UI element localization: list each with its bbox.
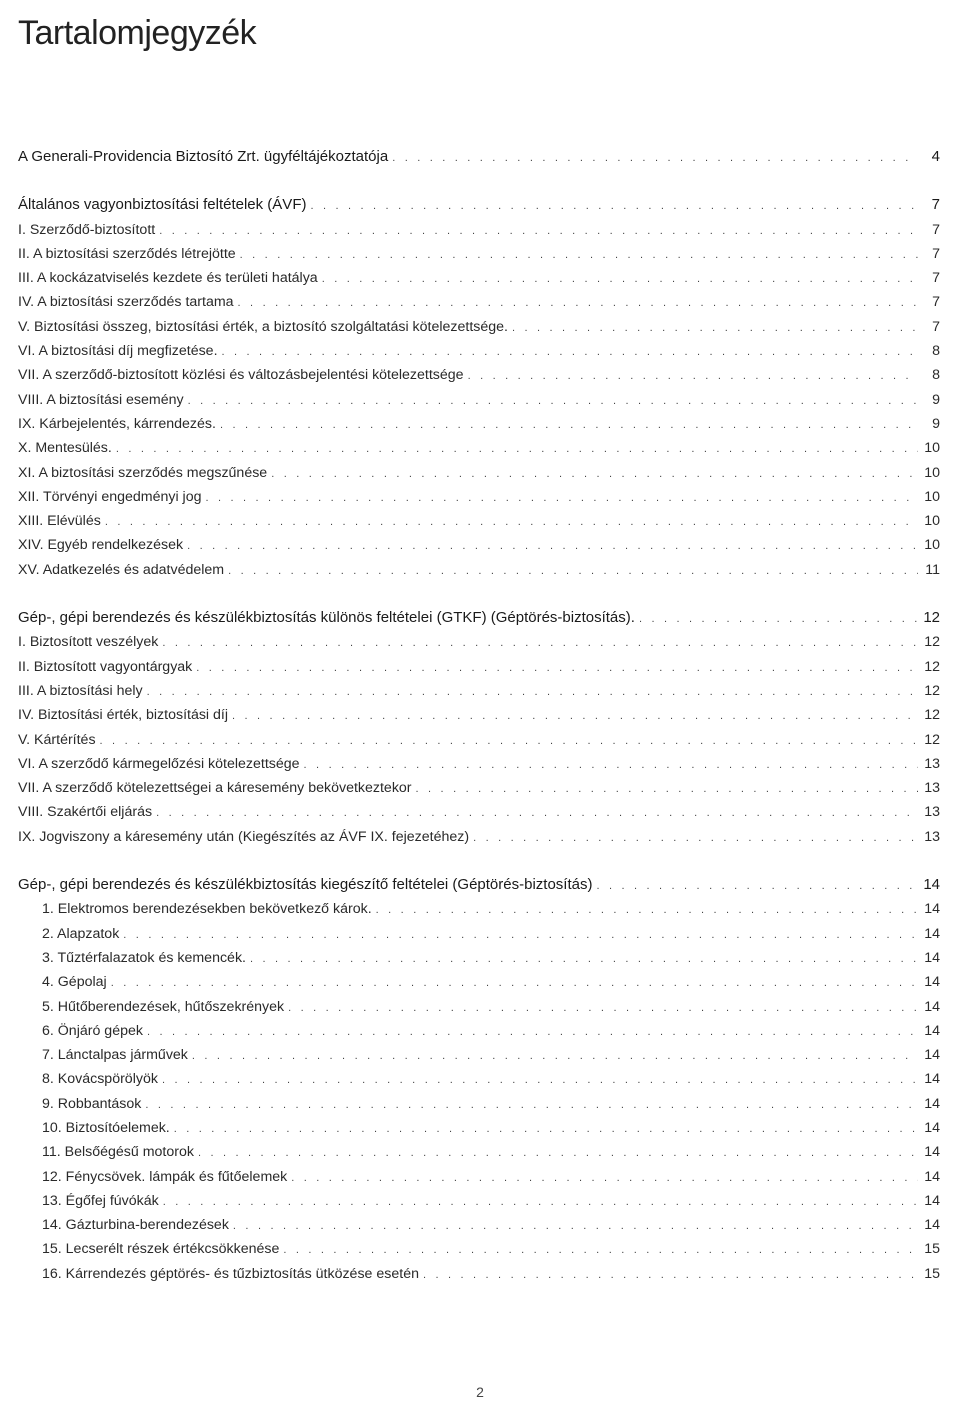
toc-entry-page-number: 8 (932, 367, 940, 384)
toc-entry-page-number: 14 (924, 998, 940, 1015)
toc-entry-label: VI. A szerződő kármegelőzési kötelezettsége (18, 755, 300, 772)
toc-entry-label: VI. A biztosítási díj megfizetése. (18, 343, 218, 360)
toc-entry-label: IV. Biztosítási érték, biztosítási díj (18, 707, 229, 724)
toc-entry-page-number: 13 (924, 755, 940, 772)
dot-leader (288, 996, 918, 1020)
toc-entry[interactable] (18, 290, 940, 314)
toc-entry-page-number: 7 (932, 318, 940, 335)
toc-entry-page-number: 7 (932, 270, 940, 287)
toc-heading-entry[interactable] (18, 606, 940, 630)
toc-entry[interactable] (18, 800, 940, 824)
dot-leader (187, 534, 918, 558)
toc-entry-label: 3. Tűztérfalazatok és kemencék. (42, 949, 246, 966)
dot-leader (147, 1020, 918, 1044)
dot-leader (304, 753, 918, 777)
dot-leader (198, 1141, 918, 1165)
toc-entry-page-number: 13 (924, 780, 940, 797)
dot-leader (271, 462, 918, 486)
dot-leader (310, 194, 918, 218)
toc-entry[interactable] (18, 218, 940, 242)
toc-entry-label: 12. Fénycsövek. lámpák és fűtőelemek (42, 1168, 288, 1185)
toc-entry-label: III. A kockázatviselés kezdete és területi hatálya (18, 270, 318, 287)
toc-entry-page-number: 9 (932, 415, 940, 432)
dot-leader (416, 777, 918, 801)
toc-entry-page-number: 13 (924, 828, 940, 845)
dot-leader (162, 631, 918, 655)
toc-entry-label: I. Szerződő-biztosított (18, 221, 156, 238)
toc-entry[interactable] (18, 679, 940, 703)
toc-section (18, 606, 940, 849)
toc-entry-label: 6. Önjáró gépek (42, 1022, 143, 1039)
dot-leader (232, 704, 918, 728)
toc-section (18, 145, 940, 169)
toc-entry[interactable] (18, 1067, 940, 1091)
dot-leader (105, 510, 918, 534)
toc-entry-label: VIII. Szakértői eljárás (18, 804, 153, 821)
toc-entry-page-number: 14 (924, 1047, 940, 1064)
toc-entry-page-number: 15 (924, 1265, 940, 1282)
toc-entry-label: 14. Gázturbina-berendezések (42, 1217, 229, 1234)
toc-entry-label: A Generali-Providencia Biztosító Zrt. ügyféltájékoztatója (18, 148, 389, 165)
toc-entry-page-number: 14 (923, 876, 940, 894)
toc-entry[interactable] (18, 825, 940, 849)
toc-entry-label: VII. A szerződő-biztosított közlési és változásbejelentési kötelezettsége (18, 367, 464, 384)
toc-entry-label: X. Mentesülés. (18, 440, 112, 457)
dot-leader (162, 1068, 918, 1092)
toc-entry[interactable] (18, 509, 940, 533)
dot-leader (192, 1044, 918, 1068)
dot-leader (111, 971, 918, 995)
toc-entry-label: 10. Biztosítóelemek. (42, 1119, 170, 1136)
toc-entry[interactable] (18, 897, 940, 921)
toc-entry[interactable] (18, 266, 940, 290)
toc-entry-page-number: 12 (924, 731, 940, 748)
dot-leader (283, 1238, 918, 1262)
toc-entry-page-number: 14 (924, 949, 940, 966)
dot-leader (376, 898, 918, 922)
toc-entry[interactable] (18, 315, 940, 339)
toc-entry[interactable] (18, 728, 940, 752)
toc-entry-label: 4. Gépolaj (42, 974, 107, 991)
dot-leader (240, 243, 918, 267)
toc-entry-label: 13. Égőfej fúvókák (42, 1192, 159, 1209)
toc-heading-entry[interactable] (18, 193, 940, 217)
toc-entry-label: Általános vagyonbiztosítási feltételek (ÁVF) (18, 196, 307, 214)
toc-entry-label: 2. Alapzatok (42, 925, 120, 942)
toc-entry-page-number: 7 (931, 196, 940, 214)
toc-entry[interactable] (18, 388, 940, 412)
toc-entry[interactable] (18, 1019, 940, 1043)
dot-leader (159, 219, 918, 243)
toc-entry-page-number: 10 (924, 537, 940, 554)
toc-heading-entry[interactable] (18, 145, 940, 169)
toc-entry-page-number: 15 (924, 1241, 940, 1258)
toc-entry-label: 11. Belsőégésű motorok (42, 1144, 194, 1161)
toc-entry-page-number: 10 (924, 440, 940, 457)
toc-heading-entry[interactable] (18, 873, 940, 897)
toc-entry-page-number: 14 (924, 1119, 940, 1136)
toc-entry-label: V. Kártérítés (18, 731, 96, 748)
toc-entry-page-number: 12 (924, 634, 940, 651)
page-title: Tartalomjegyzék (18, 14, 257, 52)
toc-entry[interactable] (18, 533, 940, 557)
toc-entry[interactable] (18, 752, 940, 776)
toc-entry-page-number: 14 (924, 1217, 940, 1234)
dot-leader (291, 1166, 918, 1190)
toc-entry[interactable] (18, 970, 940, 994)
toc-section (18, 193, 940, 582)
dot-leader (639, 607, 918, 631)
toc-entry-page-number: 10 (924, 513, 940, 530)
toc-entry-label: XI. A biztosítási szerződés megszűnése (18, 464, 268, 481)
dot-leader (147, 680, 918, 704)
toc-entry[interactable] (18, 630, 940, 654)
toc-entry[interactable] (18, 946, 940, 970)
toc-entry-label: 16. Kárrendezés géptörés- és tűzbiztosítás ütközése esetén (42, 1265, 419, 1282)
toc-entry[interactable] (18, 1237, 940, 1261)
toc-entry-label: XIV. Egyéb rendelkezések (18, 537, 184, 554)
toc-entry-label: II. A biztosítási szerződés létrejötte (18, 245, 236, 262)
toc-entry-page-number: 9 (932, 391, 940, 408)
toc-entry[interactable] (18, 995, 940, 1019)
toc-entry-label: IX. Jogviszony a káresemény után (Kiegészítés az ÁVF IX. fejezetéhez) (18, 828, 470, 845)
toc-entry-label: Gép-, gépi berendezés és készülékbiztosítás különös feltételei (GTKF) (Géptörés-biztosítás). (18, 609, 635, 627)
dot-leader (322, 267, 918, 291)
dot-leader (392, 146, 918, 170)
toc-entry[interactable] (18, 339, 940, 363)
toc-entry-page-number: 14 (924, 1192, 940, 1209)
toc-entry-label: XV. Adatkezelés és adatvédelem (18, 561, 225, 578)
toc-entry-page-number: 14 (924, 974, 940, 991)
toc-entry-label: III. A biztosítási hely (18, 682, 143, 699)
toc-entry-page-number: 13 (924, 804, 940, 821)
toc-entry-page-number: 7 (932, 245, 940, 262)
toc-entry[interactable] (18, 776, 940, 800)
toc-entry-page-number: 12 (923, 609, 940, 627)
toc-entry-page-number: 12 (924, 707, 940, 724)
toc-entry[interactable] (18, 242, 940, 266)
dot-leader (238, 291, 918, 315)
toc-entry-label: 1. Elektromos berendezésekben bekövetkező károk. (42, 901, 372, 918)
dot-leader (228, 559, 918, 583)
dot-leader (423, 1263, 918, 1287)
dot-leader (116, 437, 918, 461)
dot-leader (220, 413, 918, 437)
toc-entry[interactable] (18, 655, 940, 679)
toc-entry-page-number: 14 (924, 1071, 940, 1088)
page-number: 2 (476, 1384, 484, 1400)
toc-entry-label: XII. Törvényi engedményi jog (18, 488, 202, 505)
toc-entry-page-number: 8 (932, 343, 940, 360)
toc-entry-label: 15. Lecserélt részek értékcsökkenése (42, 1241, 280, 1258)
dot-leader (196, 656, 918, 680)
toc-entry-label: II. Biztosított vagyontárgyak (18, 658, 193, 675)
toc-entry-page-number: 14 (924, 901, 940, 918)
toc-entry-page-number: 12 (924, 682, 940, 699)
dot-leader (156, 801, 918, 825)
toc-entry[interactable] (18, 558, 940, 582)
toc-entry[interactable] (18, 461, 940, 485)
toc-entry-label: IV. A biztosítási szerződés tartama (18, 294, 234, 311)
toc-entry-label: 7. Lánctalpas járművek (42, 1047, 188, 1064)
toc-entry[interactable] (18, 485, 940, 509)
dot-leader (233, 1214, 918, 1238)
toc-entry-label: XIII. Elévülés (18, 513, 101, 530)
dot-leader (222, 340, 918, 364)
toc-entry-page-number: 11 (925, 561, 940, 578)
toc-entry-page-number: 10 (924, 488, 940, 505)
dot-leader (512, 316, 918, 340)
toc-entry[interactable] (18, 1213, 940, 1237)
toc-entry-page-number: 7 (932, 221, 940, 238)
toc-entry[interactable] (18, 703, 940, 727)
toc-entry-label: VIII. A biztosítási esemény (18, 391, 184, 408)
toc-entry-page-number: 14 (924, 925, 940, 942)
toc-entry-label: 5. Hűtőberendezések, hűtőszekrények (42, 998, 285, 1015)
toc-entry-page-number: 10 (924, 464, 940, 481)
toc-entry-label: 8. Kovácspörölyök (42, 1071, 158, 1088)
dot-leader (473, 826, 918, 850)
toc-entry[interactable] (18, 1043, 940, 1067)
toc-entry[interactable] (18, 436, 940, 460)
dot-leader (145, 1093, 918, 1117)
toc-entry[interactable] (18, 1116, 940, 1140)
dot-leader (100, 729, 918, 753)
toc-entry-label: 9. Robbantások (42, 1095, 142, 1112)
dot-leader (206, 486, 919, 510)
toc-entry[interactable] (18, 1189, 940, 1213)
toc-entry-label: I. Biztosított veszélyek (18, 634, 159, 651)
toc-entry-label: VII. A szerződő kötelezettségei a káresemény bekövetkeztekor (18, 780, 412, 797)
toc-entry-label: V. Biztosítási összeg, biztosítási érték, a biztosító szolgáltatási kötelezettsége. (18, 318, 508, 335)
toc-entry[interactable] (18, 1262, 940, 1286)
dot-leader (123, 923, 918, 947)
dot-leader (163, 1190, 918, 1214)
toc-entry-page-number: 7 (932, 294, 940, 311)
toc-entry[interactable] (18, 1140, 940, 1164)
toc-entry-page-number: 14 (924, 1144, 940, 1161)
toc-entry[interactable] (18, 1165, 940, 1189)
toc-entry[interactable] (18, 363, 940, 387)
toc-entry-label: IX. Kárbejelentés, kárrendezés. (18, 415, 216, 432)
toc-entry-page-number: 12 (924, 658, 940, 675)
dot-leader (174, 1117, 918, 1141)
toc-entry-page-number: 14 (924, 1095, 940, 1112)
toc-section (18, 873, 940, 1286)
toc-entry[interactable] (18, 922, 940, 946)
toc-entry-page-number: 4 (931, 148, 940, 165)
dot-leader (468, 364, 918, 388)
dot-leader (596, 874, 918, 898)
toc-entry-label: Gép-, gépi berendezés és készülékbiztosítás kiegészítő feltételei (Géptörés-biztosítás) (18, 876, 593, 894)
dot-leader (188, 389, 918, 413)
toc-entry[interactable] (18, 1092, 940, 1116)
dot-leader (250, 947, 918, 971)
toc-entry[interactable] (18, 412, 940, 436)
toc-entry-page-number: 14 (924, 1168, 940, 1185)
table-of-contents (18, 145, 940, 1310)
toc-entry-page-number: 14 (924, 1022, 940, 1039)
